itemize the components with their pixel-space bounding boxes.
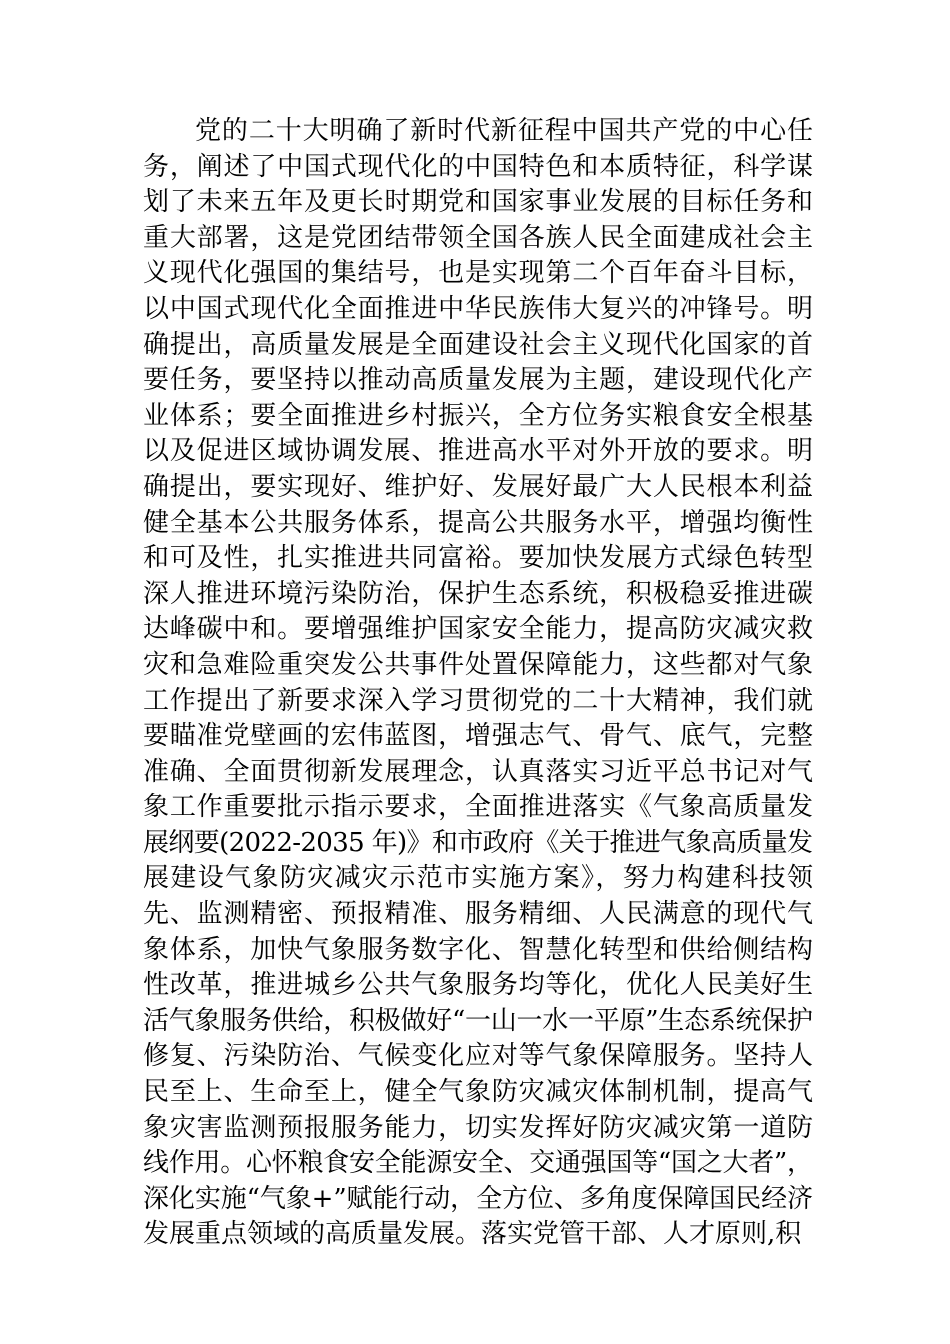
paragraph-line: 重大部署，这是党团结带领全国各族人民全面建成社会主 <box>143 222 814 253</box>
paragraph-line: 象工作重要批示指示要求，全面推进落实《气象高质量发 <box>143 792 814 823</box>
paragraph-line: 展纲要(2022-2035 年)》和市政府《关于推进气象高质量发 <box>143 827 813 858</box>
paragraph-line: 象体系，加快气象服务数字化、智慧化转型和供给侧结构 <box>143 934 814 965</box>
paragraph-line: 深人推进环境污染防治，保护生态系统，积极稳妥推进碳 <box>143 578 814 609</box>
paragraph-line: 工作提出了新要求深入学习贯彻党的二十大精神，我们就 <box>143 685 814 716</box>
paragraph-line: 线作用。心怀粮食安全能源安全、交通强国等“国之大者”， <box>143 1148 813 1179</box>
paragraph-line: 确提出，要实现好、维护好、发展好最广大人民根本利益 <box>143 471 814 502</box>
paragraph-line: 修复、污染防治、气候变化应对等气象保障服务。坚持人 <box>143 1041 814 1072</box>
paragraph-line: 健全基本公共服务体系，提高公共服务水平，增强均衡性 <box>143 507 814 538</box>
paragraph-line: 要瞄准党壁画的宏伟蓝图，增强志气、骨气、底气，完整 <box>143 721 814 752</box>
paragraph-line: 活气象服务供给，积极做好“一山一水一平原”生态系统保护 <box>143 1005 813 1036</box>
body-paragraph <box>143 114 813 1253</box>
paragraph-line: 划了未来五年及更长时期党和国家事业发展的目标任务和 <box>143 187 814 218</box>
paragraph-line: 达峰碳中和。要增强维护国家安全能力，提高防灾减灾救 <box>143 614 814 645</box>
paragraph-line: 深化实施“气象+”赋能行动，全方位、多角度保障国民经济 <box>143 1183 813 1214</box>
paragraph-line: 务，阐述了中国式现代化的中国特色和本质特征，科学谋 <box>143 151 814 182</box>
paragraph-line: 以及促进区域协调发展、推进高水平对外开放的要求。明 <box>143 436 814 467</box>
paragraph-line: 灾和急难险重突发公共事件处置保障能力，这些都对气象 <box>143 649 814 680</box>
paragraph-line: 以中国式现代化全面推进中华民族伟大复兴的冲锋号。明 <box>143 293 814 324</box>
paragraph-line: 性改革，推进城乡公共气象服务均等化，优化人民美好生 <box>143 970 814 1001</box>
paragraph-line: 准确、全面贯彻新发展理念，认真落实习近平总书记对气 <box>143 756 814 787</box>
paragraph-line: 义现代化强国的集结号，也是实现第二个百年奋斗目标， <box>143 258 814 289</box>
paragraph-line: 党的二十大明确了新时代新征程中国共产党的中心任 <box>195 116 814 146</box>
paragraph-line: 展建设气象防灾减灾示范市实施方案》，努力构建科技领 <box>143 863 815 894</box>
paragraph-line: 发展重点领域的高质量发展。落实党管干部、人才原则,积 <box>143 1219 802 1250</box>
paragraph-line: 确提出，高质量发展是全面建设社会主义现代化国家的首 <box>143 329 814 360</box>
paragraph-line: 和可及性，扎实推进共同富裕。要加快发展方式绿色转型 <box>143 543 814 574</box>
paragraph-line: 民至上、生命至上，健全气象防灾减灾体制机制，提高气 <box>143 1077 814 1108</box>
paragraph-line: 先、监测精密、预报精准、服务精细、人民满意的现代气 <box>143 899 814 930</box>
paragraph-line: 象灾害监测预报服务能力，切实发挥好防灾减灾第一道防 <box>143 1112 814 1143</box>
paragraph-line: 要任务，要坚持以推动高质量发展为主题，建设现代化产 <box>143 365 814 396</box>
paragraph-line: 业体系；要全面推进乡村振兴，全方位务实粮食安全根基 <box>143 400 814 431</box>
